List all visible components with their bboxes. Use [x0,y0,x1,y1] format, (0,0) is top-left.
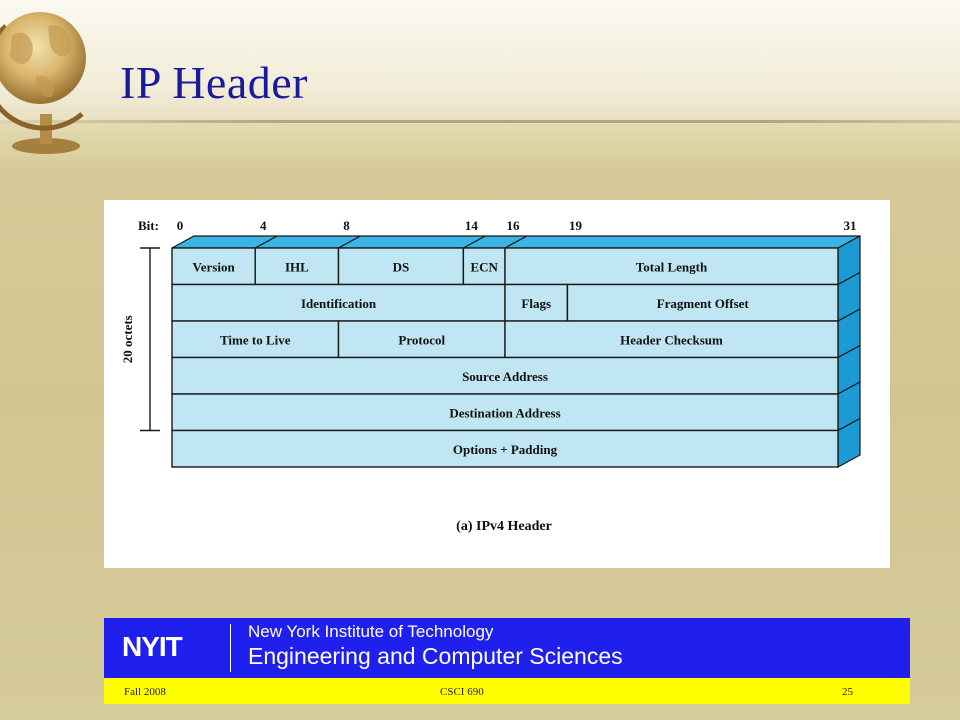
octets-label: 20 octets [120,315,135,364]
bit-tick-14: 14 [464,218,478,233]
footer-page-number: 25 [842,686,853,698]
globe-icon [0,0,100,156]
field-label-ihl: IHL [284,259,309,275]
bit-tick-31: 31 [843,218,857,233]
top-face-ds [339,236,486,248]
department-name: Engineering and Computer Sciences [248,643,623,669]
top-face-total-length [505,236,860,248]
bit-tick-19: 19 [568,218,582,233]
footer-semester: Fall 2008 [124,686,166,698]
ip-header-figure [104,200,890,568]
slide-title: IP Header [120,57,308,108]
field-label-fragment-offset: Fragment Offset [656,295,749,311]
field-label-ds: DS [392,259,410,275]
title-divider [0,120,960,123]
svg-text:NYIT: NYIT [122,631,182,660]
field-label-destination-address: Destination Address [449,405,561,421]
bit-tick-4: 4 [260,218,267,233]
diagram-caption: (a) IPv4 Header [456,519,552,534]
field-label-header-checksum: Header Checksum [620,332,723,348]
nyit-logo [120,630,220,660]
bit-tick-8: 8 [343,218,350,233]
field-label-source-address: Source Address [462,368,548,384]
institution-name: New York Institute of Technology [248,622,494,641]
field-label-version: Version [192,259,235,275]
field-label-ecn: ECN [470,259,498,275]
ip-header-diagram [104,200,890,568]
footer-divider [230,624,231,672]
field-label-time-to-live: Time to Live [219,332,291,348]
bit-axis-label: Bit: [138,218,159,233]
footer-strip [104,678,910,704]
field-label-flags: Flags [521,295,552,311]
field-label-protocol: Protocol [398,332,446,348]
field-label-options-padding: Options + Padding [452,441,558,457]
bit-tick-0: 0 [176,218,184,233]
field-label-identification: Identification [300,295,377,311]
footer-course: CSCI 690 [440,686,484,698]
bit-tick-16: 16 [506,218,520,233]
field-label-total-length: Total Length [635,259,708,275]
footer-banner [104,618,910,678]
